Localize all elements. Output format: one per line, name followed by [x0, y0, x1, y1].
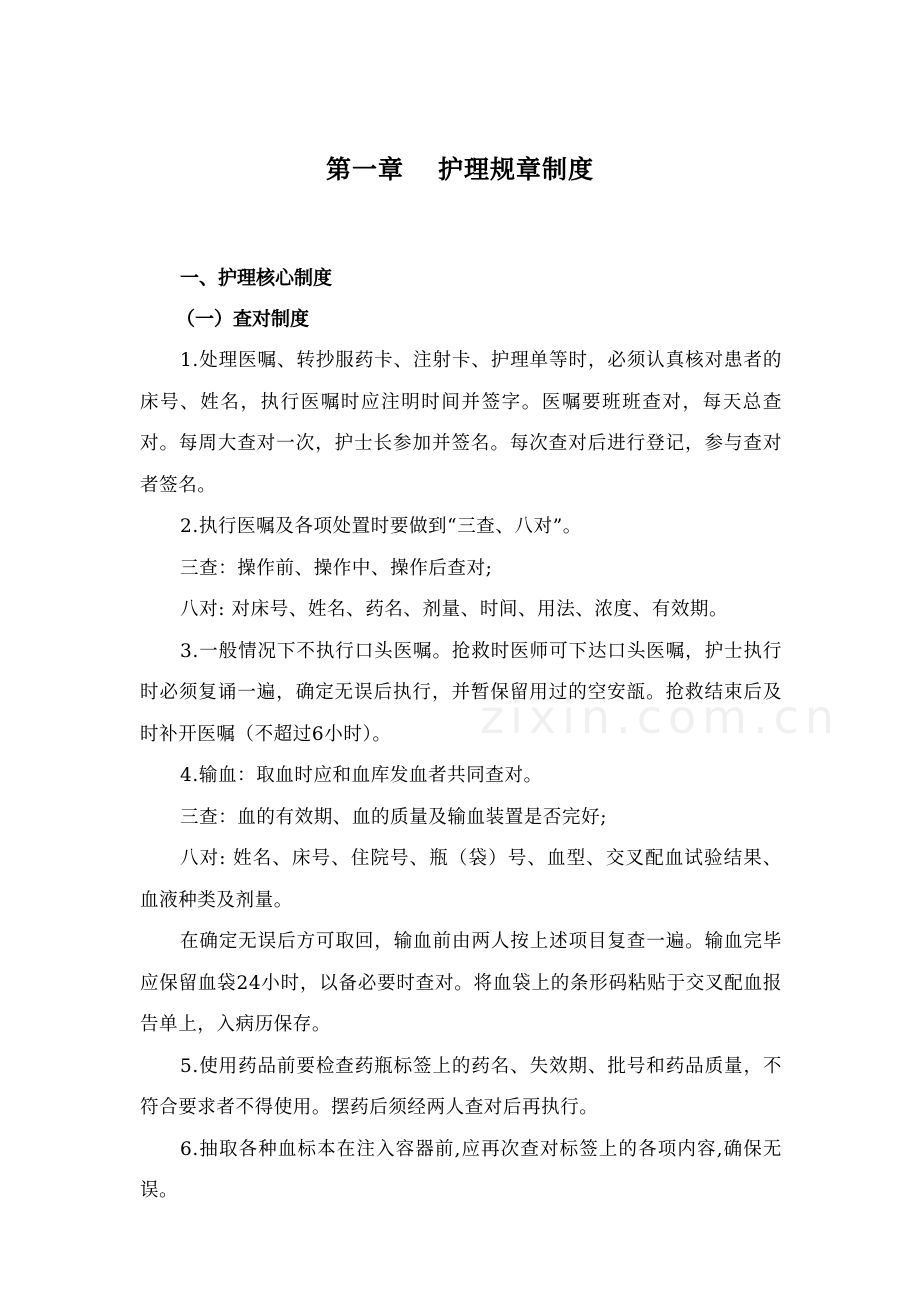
- paragraph-8: 八对: 姓名、床号、住院号、瓶（袋）号、血型、交叉配血试验结果、血液种类及剂量。: [140, 848, 782, 911]
- paragraph-4: 八对: 对床号、姓名、药名、剂量、时间、用法、浓度、有效期。: [180, 599, 729, 620]
- watermark: zixin.com.cn: [480, 690, 841, 744]
- paragraph-7: 三查：血的有效期、血的质量及输血装置是否完好;: [180, 806, 608, 828]
- paragraph-3: 三查：操作前、操作中、操作后查对;: [180, 557, 493, 579]
- section-title: 一、护理核心制度: [180, 267, 333, 289]
- paragraph-11: 6.抽取各种血标本在注入容器前,应再次查对标签上的各项内容,确保无误。: [140, 1138, 782, 1201]
- paragraph-5: 3.一般情况下不执行口头医嘱。抢救时医师可下达口头医嘱，护士执行时必须复诵一遍，确定无误后执行，并暂保留用过的空安瓿。抢救结束后及时补开医嘱（不超过6小时）。: [140, 640, 782, 745]
- chapter-name: 护理规章制度: [438, 155, 595, 184]
- chapter-title: [0, 150, 920, 186]
- chapter-number: 第一章: [325, 155, 404, 184]
- paragraph-9: 在确定无误后方可取回，输血前由两人按上述项目复查一遍。输血完毕应保留血袋24小时，以备必要时查对。将血袋上的条形码粘贴于交叉配血报告单上，入病历保存。: [140, 931, 782, 1035]
- paragraph-1: 1.处理医嘱、转抄服药卡、注射卡、护理单等时，必须认真核对患者的床号、姓名，执行医嘱时应注明时间并签字。医嘱要班班查对，每天总查对。每周大查对一次，护士长参加并签名。每次查对后进行登记，参与查对者签名。: [140, 350, 782, 496]
- paragraph-2: 2.执行医嘱及各项处置时要做到“三查、八对”。: [180, 516, 582, 537]
- subsection-title: （一）查对制度: [176, 308, 310, 330]
- document-body: [140, 258, 782, 1212]
- paragraph-10: 5.使用药品前要检查药瓶标签上的药名、失效期、批号和药品质量，不符合要求者不得使用。摆药后须经两人查对后再执行。: [140, 1055, 782, 1118]
- paragraph-6: 4.输血：取血时应和血库发血者共同查对。: [180, 765, 543, 786]
